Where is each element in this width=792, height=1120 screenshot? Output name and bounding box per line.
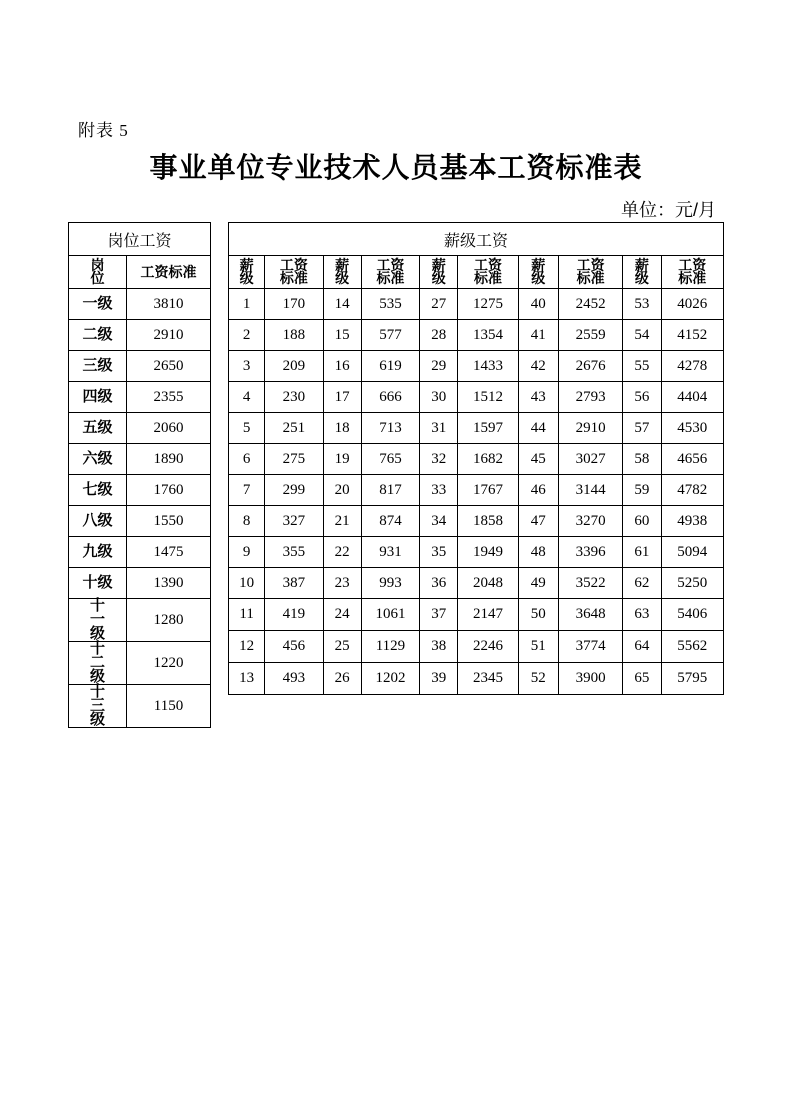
grade-column-header: 薪级 xyxy=(518,256,558,289)
grade-standard: 355 xyxy=(265,537,323,568)
grade-number: 35 xyxy=(420,537,458,568)
grade-number: 9 xyxy=(229,537,265,568)
grade-standard: 817 xyxy=(361,475,419,506)
grade-standard: 4152 xyxy=(661,320,723,351)
post-row xyxy=(69,568,211,599)
post-standard: 1150 xyxy=(127,685,211,728)
grade-number: 64 xyxy=(623,631,661,663)
post-row xyxy=(69,413,211,444)
grade-number: 11 xyxy=(229,599,265,631)
post-level: 一级 xyxy=(69,289,127,320)
grade-standard: 1275 xyxy=(458,289,518,320)
grade-number: 42 xyxy=(518,351,558,382)
grade-number: 36 xyxy=(420,568,458,599)
grade-number: 18 xyxy=(323,413,361,444)
post-level: 五级 xyxy=(69,413,127,444)
post-row xyxy=(69,537,211,568)
grade-column-header: 薪级 xyxy=(229,256,265,289)
grade-number: 14 xyxy=(323,289,361,320)
page-title: 事业单位专业技术人员基本工资标准表 xyxy=(149,153,643,184)
grade-standard: 4404 xyxy=(661,382,723,413)
grade-row xyxy=(229,320,724,351)
post-level: 八级 xyxy=(69,506,127,537)
grade-standard: 2559 xyxy=(558,320,622,351)
grade-number: 28 xyxy=(420,320,458,351)
grade-standard: 3648 xyxy=(558,599,622,631)
grade-standard: 1433 xyxy=(458,351,518,382)
grade-standard: 931 xyxy=(361,537,419,568)
grade-standard: 577 xyxy=(361,320,419,351)
unit-label: 单位：元/月 xyxy=(620,200,716,220)
post-level: 六级 xyxy=(69,444,127,475)
post-level: 十二级 xyxy=(69,642,127,685)
grade-number: 22 xyxy=(323,537,361,568)
grade-standard: 5406 xyxy=(661,599,723,631)
grade-number: 60 xyxy=(623,506,661,537)
post-row xyxy=(69,475,211,506)
grade-standard: 209 xyxy=(265,351,323,382)
grade-number: 19 xyxy=(323,444,361,475)
grade-standard: 4938 xyxy=(661,506,723,537)
grade-number: 53 xyxy=(623,289,661,320)
grade-number: 38 xyxy=(420,631,458,663)
grade-standard: 3270 xyxy=(558,506,622,537)
grade-number: 59 xyxy=(623,475,661,506)
post-standard: 2650 xyxy=(127,351,211,382)
post-standard-column-header: 工资标准 xyxy=(127,256,211,289)
grade-standard: 5094 xyxy=(661,537,723,568)
grade-standard: 3522 xyxy=(558,568,622,599)
grade-standard-column-header: 工资标准 xyxy=(558,256,622,289)
grade-number: 62 xyxy=(623,568,661,599)
grade-standard: 1512 xyxy=(458,382,518,413)
grade-standard: 2910 xyxy=(558,413,622,444)
grade-standard: 2147 xyxy=(458,599,518,631)
post-level: 九级 xyxy=(69,537,127,568)
grade-standard: 4782 xyxy=(661,475,723,506)
grade-column-header: 薪级 xyxy=(323,256,361,289)
post-standard: 2355 xyxy=(127,382,211,413)
grade-number: 27 xyxy=(420,289,458,320)
grade-number: 57 xyxy=(623,413,661,444)
post-row xyxy=(69,351,211,382)
post-standard: 3810 xyxy=(127,289,211,320)
grade-number: 13 xyxy=(229,663,265,695)
post-standard: 1390 xyxy=(127,568,211,599)
grade-number: 6 xyxy=(229,444,265,475)
post-standard: 1280 xyxy=(127,599,211,642)
grade-number: 10 xyxy=(229,568,265,599)
post-standard: 1890 xyxy=(127,444,211,475)
post-row xyxy=(69,685,211,728)
grade-standard-column-header: 工资标准 xyxy=(361,256,419,289)
grade-number: 44 xyxy=(518,413,558,444)
post-level: 三级 xyxy=(69,351,127,382)
grade-standard: 2246 xyxy=(458,631,518,663)
grade-standard-column-header: 工资标准 xyxy=(661,256,723,289)
grade-number: 46 xyxy=(518,475,558,506)
grade-row xyxy=(229,631,724,663)
post-standard: 2060 xyxy=(127,413,211,444)
grade-number: 63 xyxy=(623,599,661,631)
grade-standard: 2676 xyxy=(558,351,622,382)
grade-row xyxy=(229,382,724,413)
grade-column-header: 薪级 xyxy=(623,256,661,289)
grade-standard-column-header: 工资标准 xyxy=(458,256,518,289)
post-level: 十一级 xyxy=(69,599,127,642)
grade-row xyxy=(229,444,724,475)
grade-standard: 2452 xyxy=(558,289,622,320)
post-row xyxy=(69,444,211,475)
grade-number: 33 xyxy=(420,475,458,506)
grade-wage-header: 薪级工资 xyxy=(229,223,724,256)
grade-standard: 2793 xyxy=(558,382,622,413)
post-standard: 2910 xyxy=(127,320,211,351)
post-row xyxy=(69,382,211,413)
grade-number: 54 xyxy=(623,320,661,351)
post-standard: 1550 xyxy=(127,506,211,537)
grade-standard: 666 xyxy=(361,382,419,413)
grade-number: 65 xyxy=(623,663,661,695)
grade-number: 47 xyxy=(518,506,558,537)
grade-standard: 456 xyxy=(265,631,323,663)
post-wage-header: 岗位工资 xyxy=(69,223,211,256)
grade-number: 15 xyxy=(323,320,361,351)
appendix-label: 附表 5 xyxy=(78,121,129,140)
grade-standard: 188 xyxy=(265,320,323,351)
grade-standard-column-header: 工资标准 xyxy=(265,256,323,289)
grade-number: 29 xyxy=(420,351,458,382)
grade-standard: 170 xyxy=(265,289,323,320)
grade-number: 4 xyxy=(229,382,265,413)
grade-standard: 1202 xyxy=(361,663,419,695)
grade-number: 20 xyxy=(323,475,361,506)
grade-number: 39 xyxy=(420,663,458,695)
post-row xyxy=(69,642,211,685)
grade-standard: 230 xyxy=(265,382,323,413)
post-level: 十级 xyxy=(69,568,127,599)
post-row xyxy=(69,320,211,351)
grade-standard: 5562 xyxy=(661,631,723,663)
grade-number: 52 xyxy=(518,663,558,695)
grade-standard: 1354 xyxy=(458,320,518,351)
grade-row xyxy=(229,351,724,382)
grade-row xyxy=(229,506,724,537)
post-row xyxy=(69,289,211,320)
grade-number: 3 xyxy=(229,351,265,382)
grade-standard: 3774 xyxy=(558,631,622,663)
grade-row xyxy=(229,537,724,568)
grade-number: 51 xyxy=(518,631,558,663)
grade-standard: 765 xyxy=(361,444,419,475)
grade-standard: 1767 xyxy=(458,475,518,506)
grade-row xyxy=(229,599,724,631)
post-standard: 1475 xyxy=(127,537,211,568)
grade-standard: 1129 xyxy=(361,631,419,663)
grade-standard: 3900 xyxy=(558,663,622,695)
post-row xyxy=(69,506,211,537)
grade-row xyxy=(229,475,724,506)
grade-number: 31 xyxy=(420,413,458,444)
grade-number: 5 xyxy=(229,413,265,444)
grade-standard: 1597 xyxy=(458,413,518,444)
post-row xyxy=(69,599,211,642)
grade-number: 21 xyxy=(323,506,361,537)
grade-number: 55 xyxy=(623,351,661,382)
grade-standard: 327 xyxy=(265,506,323,537)
grade-number: 30 xyxy=(420,382,458,413)
grade-number: 56 xyxy=(623,382,661,413)
grade-number: 34 xyxy=(420,506,458,537)
grade-standard: 619 xyxy=(361,351,419,382)
grade-standard: 3144 xyxy=(558,475,622,506)
grade-row xyxy=(229,413,724,444)
grade-number: 26 xyxy=(323,663,361,695)
grade-standard: 1061 xyxy=(361,599,419,631)
grade-standard: 4656 xyxy=(661,444,723,475)
grade-standard: 493 xyxy=(265,663,323,695)
grade-standard: 299 xyxy=(265,475,323,506)
post-level: 四级 xyxy=(69,382,127,413)
grade-number: 48 xyxy=(518,537,558,568)
grade-number: 23 xyxy=(323,568,361,599)
grade-number: 61 xyxy=(623,537,661,568)
grade-number: 24 xyxy=(323,599,361,631)
grade-standard: 4026 xyxy=(661,289,723,320)
post-standard: 1220 xyxy=(127,642,211,685)
grade-number: 7 xyxy=(229,475,265,506)
grade-standard: 874 xyxy=(361,506,419,537)
grade-standard: 2345 xyxy=(458,663,518,695)
grade-standard: 1949 xyxy=(458,537,518,568)
grade-wage-table xyxy=(228,222,724,695)
grade-standard: 3396 xyxy=(558,537,622,568)
grade-number: 49 xyxy=(518,568,558,599)
grade-standard: 3027 xyxy=(558,444,622,475)
grade-number: 17 xyxy=(323,382,361,413)
grade-standard: 275 xyxy=(265,444,323,475)
grade-number: 50 xyxy=(518,599,558,631)
grade-number: 58 xyxy=(623,444,661,475)
grade-standard: 387 xyxy=(265,568,323,599)
grade-standard: 4278 xyxy=(661,351,723,382)
post-wage-table xyxy=(68,222,211,728)
grade-column-header: 薪级 xyxy=(420,256,458,289)
grade-standard: 535 xyxy=(361,289,419,320)
grade-number: 16 xyxy=(323,351,361,382)
grade-number: 1 xyxy=(229,289,265,320)
grade-number: 41 xyxy=(518,320,558,351)
grade-standard: 5250 xyxy=(661,568,723,599)
grade-number: 40 xyxy=(518,289,558,320)
grade-number: 32 xyxy=(420,444,458,475)
grade-row xyxy=(229,568,724,599)
grade-number: 43 xyxy=(518,382,558,413)
grade-number: 45 xyxy=(518,444,558,475)
grade-standard: 2048 xyxy=(458,568,518,599)
grade-number: 25 xyxy=(323,631,361,663)
grade-standard: 5795 xyxy=(661,663,723,695)
grade-number: 8 xyxy=(229,506,265,537)
grade-number: 37 xyxy=(420,599,458,631)
post-level-column-header: 岗位 xyxy=(69,256,127,289)
grade-standard: 1682 xyxy=(458,444,518,475)
grade-standard: 1858 xyxy=(458,506,518,537)
post-level: 七级 xyxy=(69,475,127,506)
grade-number: 12 xyxy=(229,631,265,663)
grade-row xyxy=(229,663,724,695)
post-level: 十三级 xyxy=(69,685,127,728)
grade-standard: 419 xyxy=(265,599,323,631)
grade-number: 2 xyxy=(229,320,265,351)
grade-standard: 713 xyxy=(361,413,419,444)
grade-standard: 4530 xyxy=(661,413,723,444)
grade-standard: 993 xyxy=(361,568,419,599)
grade-row xyxy=(229,289,724,320)
post-level: 二级 xyxy=(69,320,127,351)
grade-standard: 251 xyxy=(265,413,323,444)
post-standard: 1760 xyxy=(127,475,211,506)
